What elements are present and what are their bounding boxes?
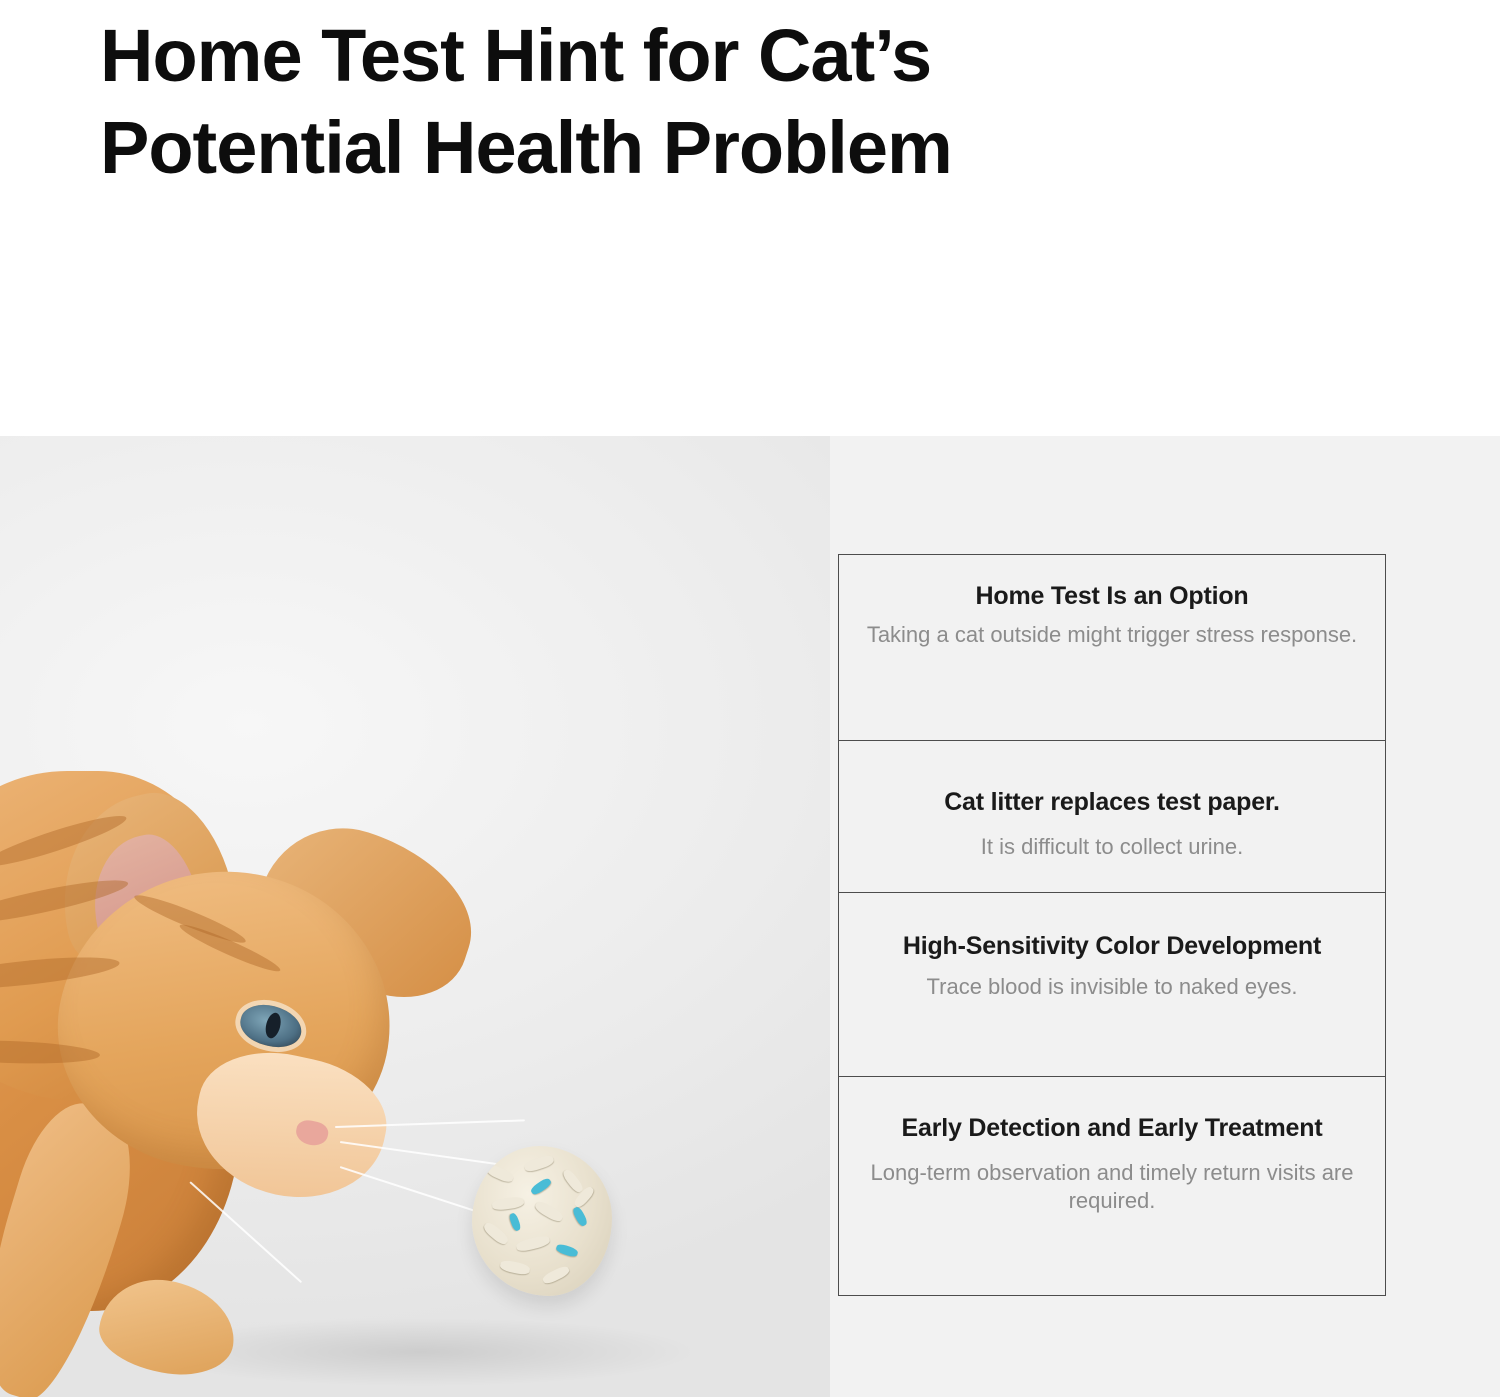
litter-pellet <box>485 1163 515 1184</box>
hint-card-description: Long-term observation and timely return visits are required. <box>870 1160 1354 1213</box>
litter-pellet <box>523 1154 555 1174</box>
page-header <box>0 0 1500 436</box>
litter-pellet <box>541 1264 571 1285</box>
litter-pellet <box>499 1259 531 1276</box>
page-title: Home Test Hint for Cat’s Potential Health Problem <box>100 14 952 189</box>
hint-card <box>839 893 1385 1077</box>
cat-photo <box>0 436 830 1397</box>
hint-card <box>839 555 1385 741</box>
hint-card-description: Trace blood is invisible to naked eyes. <box>926 974 1298 999</box>
litter-pellet-blue <box>571 1206 588 1228</box>
hint-card-title: Cat litter replaces test paper. <box>944 788 1280 816</box>
hint-card-list <box>838 554 1386 1296</box>
litter-pellet <box>491 1196 524 1211</box>
litter-pellet <box>561 1168 585 1195</box>
litter-pellet-blue <box>529 1177 552 1197</box>
hint-card <box>839 1077 1385 1295</box>
hint-card-description: Taking a cat outside might trigger stress response. <box>866 622 1358 647</box>
litter-pellet <box>482 1220 511 1246</box>
litter-pellet <box>515 1234 551 1253</box>
hint-card-description: It is difficult to collect urine. <box>980 834 1244 859</box>
hint-card <box>839 741 1385 893</box>
litter-pellet-blue <box>508 1212 522 1232</box>
litter-pellet-blue <box>555 1243 579 1258</box>
hint-card-title: Home Test Is an Option <box>975 582 1249 610</box>
hint-card-title: Early Detection and Early Treatment <box>901 1114 1323 1142</box>
content-panel <box>0 436 1500 1397</box>
hint-card-title: High-Sensitivity Color Development <box>902 932 1322 960</box>
litter-pellet <box>533 1199 564 1224</box>
